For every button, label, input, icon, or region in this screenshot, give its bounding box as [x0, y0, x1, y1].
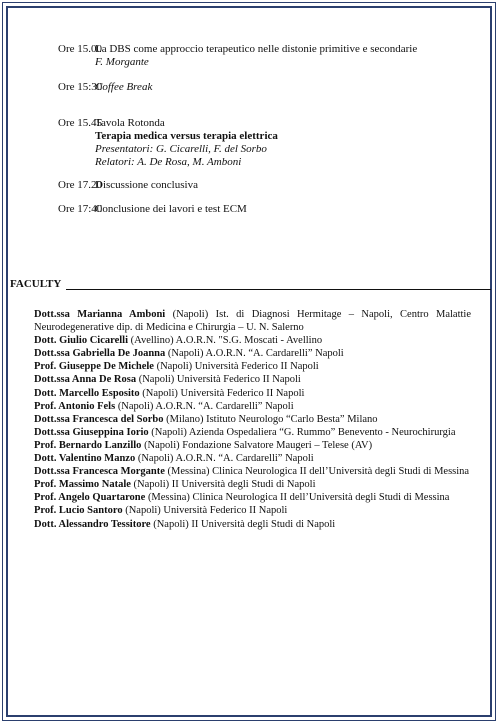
- schedule-content: [95, 203, 455, 216]
- schedule-line: Relatori: A. De Rosa, M. Amboni: [95, 156, 242, 168]
- schedule-line: La DBS come approccio terapeutico nelle distonie primitive e secondarie: [95, 43, 418, 55]
- faculty-member-affiliation: (Napoli) A.O.R.N. “A. Cardarelli” Napoli: [165, 348, 344, 360]
- faculty-member: [34, 373, 471, 386]
- faculty-member-name: Dott. Giulio Cicarelli: [34, 335, 129, 347]
- faculty-member-affiliation: (Avellino) A.O.R.N. "S.G. Moscati - Avellino: [128, 335, 323, 347]
- faculty-member-name: Prof. Antonio Fels: [34, 400, 116, 412]
- faculty-member-affiliation: (Napoli) Università Federico II Napoli: [153, 361, 319, 373]
- schedule-content: [95, 117, 455, 169]
- schedule-time: Ore 15:30: [58, 81, 103, 93]
- faculty-member-name: Prof. Massimo Natale: [34, 479, 131, 491]
- faculty-member-affiliation: (Milano) Istituto Neurologo “Carlo Besta” Milano: [163, 413, 378, 425]
- faculty-member: [34, 465, 471, 478]
- faculty-member-affiliation: (Napoli) Fondazione Salvatore Maugeri – Telese (AV): [141, 439, 373, 451]
- faculty-heading: FACULTY: [10, 278, 62, 290]
- schedule-line: Presentatori: G. Cicarelli, F. del Sorbo: [95, 143, 267, 155]
- faculty-member-affiliation: (Napoli) Università Federico II Napoli: [136, 374, 301, 386]
- faculty-member-affiliation: (Napoli) Ist. di Diagnosi Hermitage – Napoli, Centro Malattie Neurodegenerative dip. di Medicina e Chirurgia – U. N. Salerno: [34, 309, 472, 334]
- schedule-line: Terapia medica versus terapia elettrica: [95, 130, 278, 142]
- faculty-member-name: Prof. Angelo Quartarone: [34, 492, 146, 504]
- faculty-member-name: Prof. Giuseppe De Michele: [34, 361, 154, 373]
- faculty-member-affiliation: (Napoli) Università Federico II Napoli: [122, 505, 288, 517]
- faculty-member-affiliation: (Messina) Clinica Neurologica II dell’Università degli Studi di Messina: [145, 492, 450, 504]
- schedule-time: Ore 17.20: [58, 179, 102, 191]
- faculty-member: [34, 413, 471, 426]
- faculty-member-name: Prof. Bernardo Lanzillo: [34, 439, 142, 451]
- faculty-member-name: Dott. Valentino Manzo: [34, 453, 136, 465]
- schedule-time: Ore 15.45: [58, 117, 102, 129]
- faculty-member-name: Dott. Alessandro Tessitore: [34, 518, 151, 530]
- schedule-line: F. Morgante: [95, 56, 149, 68]
- faculty-divider: [66, 289, 491, 290]
- faculty-member-name: Dott.ssa Francesca Morgante: [34, 466, 165, 478]
- schedule-line: Coffee Break: [95, 81, 153, 93]
- schedule-line: Tavola Rotonda: [95, 117, 165, 129]
- schedule-content: [95, 179, 455, 192]
- faculty-member: [34, 439, 471, 452]
- faculty-member-affiliation: (Messina) Clinica Neurologica II dell’Università degli Studi di Messina: [164, 466, 470, 478]
- schedule-content: [95, 43, 455, 69]
- faculty-member: [34, 518, 471, 531]
- faculty-member-name: Dott.ssa Anna De Rosa: [34, 374, 137, 386]
- schedule-line: Discussione conclusiva: [95, 179, 198, 191]
- faculty-member: [34, 347, 471, 360]
- faculty-member-name: Dott.ssa Francesca del Sorbo: [34, 413, 164, 425]
- faculty-member-affiliation: (Napoli) A.O.R.N. “A. Cardarelli” Napoli: [135, 453, 314, 465]
- faculty-member: [34, 387, 471, 400]
- faculty-member: [34, 478, 471, 491]
- faculty-member-affiliation: (Napoli) II Università degli Studi di Napoli: [130, 479, 316, 491]
- faculty-member: [34, 452, 471, 465]
- faculty-member: [34, 491, 471, 504]
- faculty-member-name: Prof. Lucio Santoro: [34, 505, 123, 517]
- schedule-content: [95, 81, 455, 94]
- schedule-line: Conclusione dei lavori e test ECM: [95, 203, 247, 215]
- faculty-member: [34, 426, 471, 439]
- faculty-member: [34, 504, 471, 517]
- faculty-member-name: Dott.ssa Gabriella De Joanna: [34, 348, 166, 360]
- schedule-time: Ore 15.00: [58, 43, 102, 55]
- faculty-member: [34, 334, 471, 347]
- faculty-list: [34, 308, 471, 531]
- faculty-member: [34, 308, 471, 334]
- faculty-member-affiliation: (Napoli) Azienda Ospedaliera “G. Rummo” Benevento - Neurochirurgia: [148, 426, 456, 438]
- faculty-member-affiliation: (Napoli) A.O.R.N. “A. Cardarelli” Napoli: [115, 400, 294, 412]
- faculty-member-name: Dott. Marcello Esposito: [34, 387, 140, 399]
- faculty-member-name: Dott.ssa Marianna Amboni: [34, 309, 166, 320]
- faculty-member: [34, 400, 471, 413]
- faculty-member-affiliation: (Napoli) II Università degli Studi di Napoli: [150, 518, 336, 530]
- faculty-member-affiliation: (Napoli) Università Federico II Napoli: [139, 387, 305, 399]
- schedule-time: Ore 17:40: [58, 203, 103, 215]
- faculty-member-name: Dott.ssa Giuseppina Iorio: [34, 426, 149, 438]
- faculty-member: [34, 360, 471, 373]
